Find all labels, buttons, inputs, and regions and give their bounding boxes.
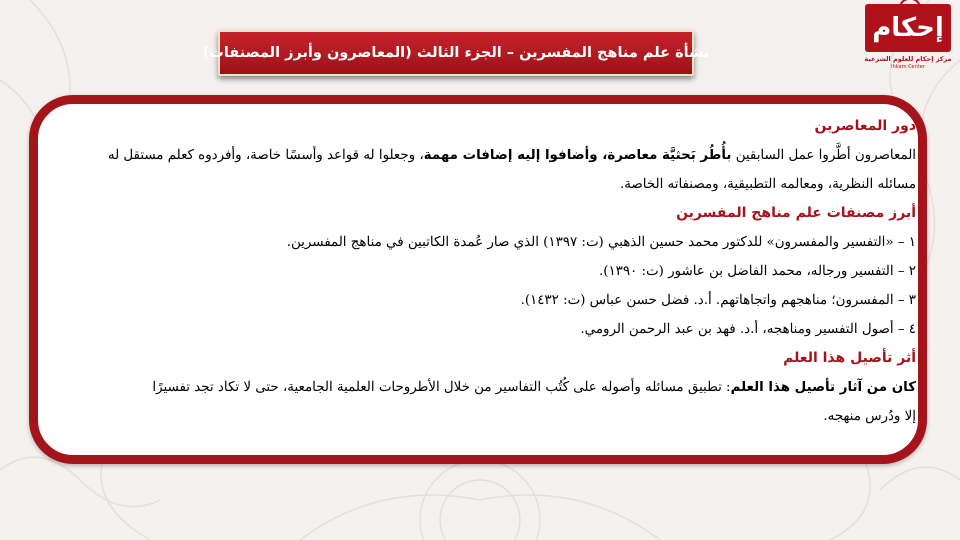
list-item: ٤ – أصول التفسير ومناهجه، أ.د. فهد بن عبد الرحمن الرومي. bbox=[580, 322, 916, 337]
logo bbox=[862, 4, 954, 76]
logo-mark: إحكام bbox=[865, 4, 951, 52]
list-item: ١ – «التفسير والمفسرون» للدكتور محمد حسين الذهبي (ت: ١٣٩٧) الذي صار عُمدة الكاتبين في مناهج المفسرين. bbox=[286, 235, 916, 250]
content-area bbox=[44, 112, 916, 431]
list-item: ٣ – المفسرون؛ مناهجهم واتجاهاتهم. أ.د. فضل حسن عباس (ت: ١٤٣٢). bbox=[520, 293, 916, 308]
text-fragment: : تطبيق مسائله وأصوله على كُتُب التفاسير من خلال الأطروحات العلمية الجامعية، حتى لا تكاد تجد تفسيرًا bbox=[152, 380, 731, 395]
logo-subtitle-en: Ihkam Center bbox=[891, 64, 925, 70]
section-heading-works: أبرز مصنفات علم مناهج المفسرين bbox=[676, 205, 916, 221]
paragraph-impact-line2: إلا ودُرس منهجه. bbox=[823, 409, 916, 424]
text-fragment: ، وجعلوا له قواعد وأسسًا خاصة، وأفردوه كعلم مستقل له bbox=[107, 148, 424, 163]
bold-fragment: بأُطُر بَحثيَّة معاصرة، وأضافوا إليه إضافات مهمة bbox=[423, 148, 732, 163]
paragraph-impact-line1 bbox=[44, 373, 916, 402]
section-heading-impact: أثر تأصيل هذا العلم bbox=[783, 350, 916, 366]
slide-title: نشأة علم مناهج المفسرين – الجزء الثالث (المعاصرون وأبرز المصنفات) bbox=[218, 30, 694, 76]
paragraph-contemporaries-line1 bbox=[44, 141, 916, 170]
text-fragment: المعاصرون أطَّروا عمل السابقين bbox=[731, 148, 916, 163]
section-heading-contemporaries: دور المعاصرين bbox=[814, 118, 916, 134]
logo-subtitle: مركز إحكام للعلوم الشرعية bbox=[864, 55, 952, 63]
list-item: ٢ – التفسير ورجاله، محمد الفاضل بن عاشور (ت: ١٣٩٠). bbox=[598, 264, 916, 279]
paragraph-contemporaries-line2: مسائله النظرية، ومعالمه التطبيقية، ومصنفاته الخاصة. bbox=[619, 177, 916, 192]
bold-fragment: كان من آثار تأصيل هذا العلم bbox=[730, 380, 916, 395]
